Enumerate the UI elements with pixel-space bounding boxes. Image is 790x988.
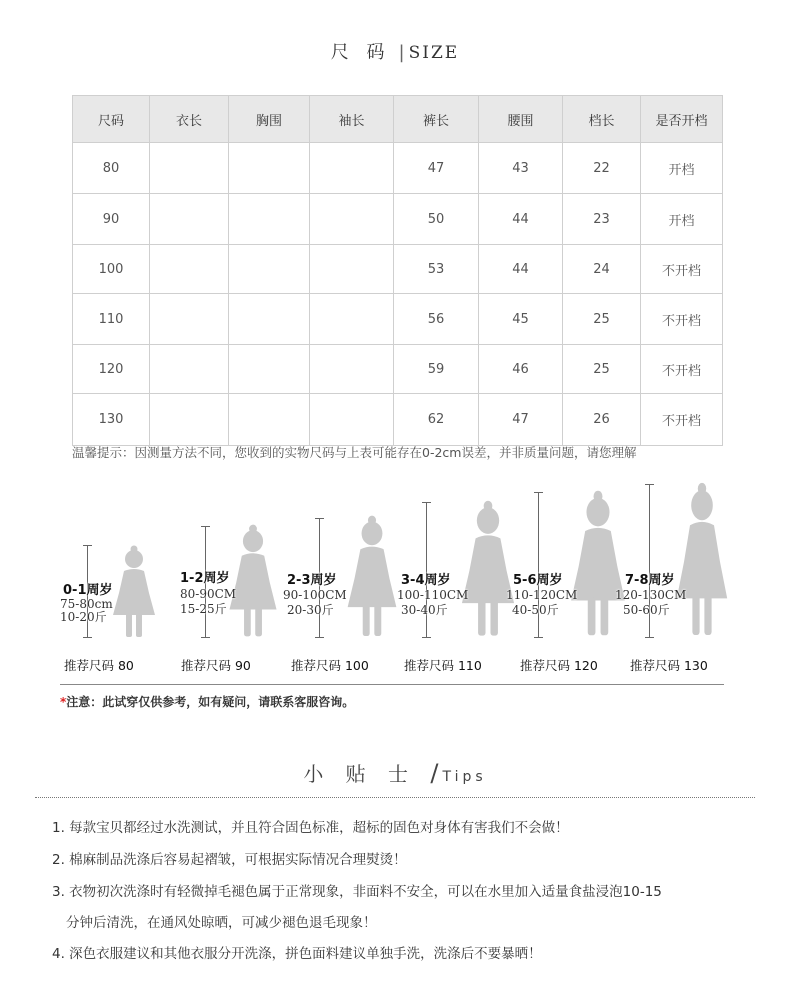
size-cell bbox=[229, 294, 310, 345]
fit-guide bbox=[55, 480, 735, 680]
size-note: 温馨提示：因测量方法不同，您收到的实物尺码与上表可能存在0-2cm误差，并非质量问题，请您理解 bbox=[72, 445, 637, 460]
child-silhouette-icon bbox=[566, 490, 630, 640]
size-cell bbox=[229, 394, 310, 446]
size-cell: 不开档 bbox=[641, 294, 723, 345]
size-cell: 110 bbox=[73, 294, 150, 345]
size-cell: 44 bbox=[479, 245, 563, 294]
size-cell: 46 bbox=[479, 345, 563, 394]
weight-spec: 50-60斤 bbox=[623, 603, 670, 617]
size-cell bbox=[150, 345, 229, 394]
age-label: 7-8周岁 bbox=[625, 573, 675, 588]
tips-title-cn: 小 贴 士 bbox=[303, 762, 417, 786]
child-silhouette-icon bbox=[457, 500, 519, 640]
warning-text: 注意：此试穿仅供参考，如有疑问，请联系客服咨询。 bbox=[66, 695, 355, 709]
size-cell: 44 bbox=[479, 194, 563, 245]
size-cell bbox=[150, 245, 229, 294]
weight-spec: 30-40斤 bbox=[401, 603, 448, 617]
size-cell: 100 bbox=[73, 245, 150, 294]
height-spec: 120-130CM bbox=[615, 588, 687, 602]
col-header: 档长 bbox=[563, 96, 641, 143]
weight-spec: 15-25斤 bbox=[180, 602, 227, 616]
size-row bbox=[73, 143, 723, 194]
size-cell: 25 bbox=[563, 294, 641, 345]
size-row bbox=[73, 245, 723, 294]
size-cell: 56 bbox=[394, 294, 479, 345]
child-silhouette-icon bbox=[672, 482, 732, 640]
col-header: 袖长 bbox=[310, 96, 394, 143]
size-cell bbox=[310, 194, 394, 245]
age-label: 2-3周岁 bbox=[287, 573, 337, 588]
child-silhouette-icon bbox=[343, 515, 401, 640]
size-cell bbox=[310, 345, 394, 394]
size-cell: 62 bbox=[394, 394, 479, 446]
col-header: 胸围 bbox=[229, 96, 310, 143]
size-cell bbox=[150, 143, 229, 194]
warning-star: * bbox=[60, 695, 67, 709]
height-spec: 100-110CM bbox=[397, 588, 469, 602]
height-spec: 80-90CM bbox=[180, 587, 237, 601]
size-cell: 开档 bbox=[641, 194, 723, 245]
size-cell: 开档 bbox=[641, 143, 723, 194]
col-header: 衣长 bbox=[150, 96, 229, 143]
height-spec: 90-100CM bbox=[283, 588, 347, 602]
fit-warning bbox=[60, 693, 354, 710]
size-cell: 47 bbox=[479, 394, 563, 446]
size-cell: 25 bbox=[563, 345, 641, 394]
size-cell: 130 bbox=[73, 394, 150, 446]
size-cell: 22 bbox=[563, 143, 641, 194]
size-row bbox=[73, 194, 723, 245]
title-cn: 尺 码 bbox=[330, 42, 391, 63]
size-cell bbox=[310, 294, 394, 345]
weight-spec: 40-50斤 bbox=[512, 603, 559, 617]
size-cell: 120 bbox=[73, 345, 150, 394]
size-cell: 59 bbox=[394, 345, 479, 394]
tips-title-en: Tips bbox=[442, 769, 487, 785]
recommended-size: 推荐尺码 90 bbox=[181, 658, 251, 673]
dotted-divider bbox=[35, 797, 755, 798]
size-row bbox=[73, 294, 723, 345]
size-cell: 47 bbox=[394, 143, 479, 194]
recommended-size: 推荐尺码 80 bbox=[64, 658, 134, 673]
col-header: 是否开档 bbox=[641, 96, 723, 143]
weight-spec: 20-30斤 bbox=[287, 603, 334, 617]
tips-title bbox=[0, 758, 790, 787]
size-cell bbox=[310, 245, 394, 294]
size-cell bbox=[229, 345, 310, 394]
size-cell: 90 bbox=[73, 194, 150, 245]
size-cell bbox=[310, 394, 394, 446]
tip-item: 4. 深色衣服建议和其他衣服分开洗涤，拼色面料建议单独手洗，洗涤后不要暴晒！ bbox=[52, 946, 542, 962]
col-header: 尺码 bbox=[73, 96, 150, 143]
size-cell: 26 bbox=[563, 394, 641, 446]
tip-item: 1. 每款宝贝都经过水洗测试，并且符合固色标准，超标的固色对身体有害我们不会做！ bbox=[52, 820, 569, 836]
size-cell: 23 bbox=[563, 194, 641, 245]
size-cell bbox=[150, 194, 229, 245]
size-table bbox=[72, 95, 723, 446]
size-cell: 43 bbox=[479, 143, 563, 194]
size-cell: 80 bbox=[73, 143, 150, 194]
size-cell: 不开档 bbox=[641, 394, 723, 446]
child-silhouette-icon bbox=[225, 524, 281, 640]
recommended-size: 推荐尺码 110 bbox=[404, 658, 482, 673]
weight-spec: 10-20斤 bbox=[60, 610, 107, 624]
tips-slash: / bbox=[430, 759, 443, 787]
age-label: 3-4周岁 bbox=[401, 573, 451, 588]
size-cell: 45 bbox=[479, 294, 563, 345]
tip-item: 分钟后清洗，在通风处晾晒，可减少褪色退毛现象！ bbox=[66, 915, 377, 931]
child-silhouette-icon bbox=[109, 545, 159, 640]
divider bbox=[60, 684, 724, 685]
size-cell bbox=[229, 143, 310, 194]
size-table-header bbox=[73, 96, 723, 143]
size-cell bbox=[229, 245, 310, 294]
size-cell: 不开档 bbox=[641, 345, 723, 394]
col-header: 腰围 bbox=[479, 96, 563, 143]
size-cell bbox=[310, 143, 394, 194]
recommended-size: 推荐尺码 120 bbox=[520, 658, 598, 673]
title-separator: | bbox=[398, 42, 405, 63]
tip-item: 2. 棉麻制品洗涤后容易起褶皱，可根据实际情况合理熨烫！ bbox=[52, 852, 407, 868]
age-label: 1-2周岁 bbox=[180, 571, 230, 586]
size-row bbox=[73, 394, 723, 446]
recommended-size: 推荐尺码 100 bbox=[291, 658, 369, 673]
age-label: 0-1周岁 bbox=[63, 583, 113, 598]
tip-item: 3. 衣物初次洗涤时有轻微掉毛褪色属于正常现象，非面料不安全，可以在水里加入适量食盐浸泡10-15 bbox=[52, 884, 662, 900]
size-cell: 50 bbox=[394, 194, 479, 245]
size-cell bbox=[150, 394, 229, 446]
recommended-size: 推荐尺码 130 bbox=[630, 658, 708, 673]
size-row bbox=[73, 345, 723, 394]
size-cell bbox=[150, 294, 229, 345]
size-cell bbox=[229, 194, 310, 245]
height-spec: 75-80cm bbox=[60, 597, 113, 611]
height-spec: 110-120CM bbox=[506, 588, 578, 602]
size-cell: 不开档 bbox=[641, 245, 723, 294]
size-cell: 24 bbox=[563, 245, 641, 294]
col-header: 裤长 bbox=[394, 96, 479, 143]
age-label: 5-6周岁 bbox=[513, 573, 563, 588]
page-title bbox=[0, 38, 790, 64]
title-en: SIZE bbox=[408, 43, 460, 63]
size-cell: 53 bbox=[394, 245, 479, 294]
